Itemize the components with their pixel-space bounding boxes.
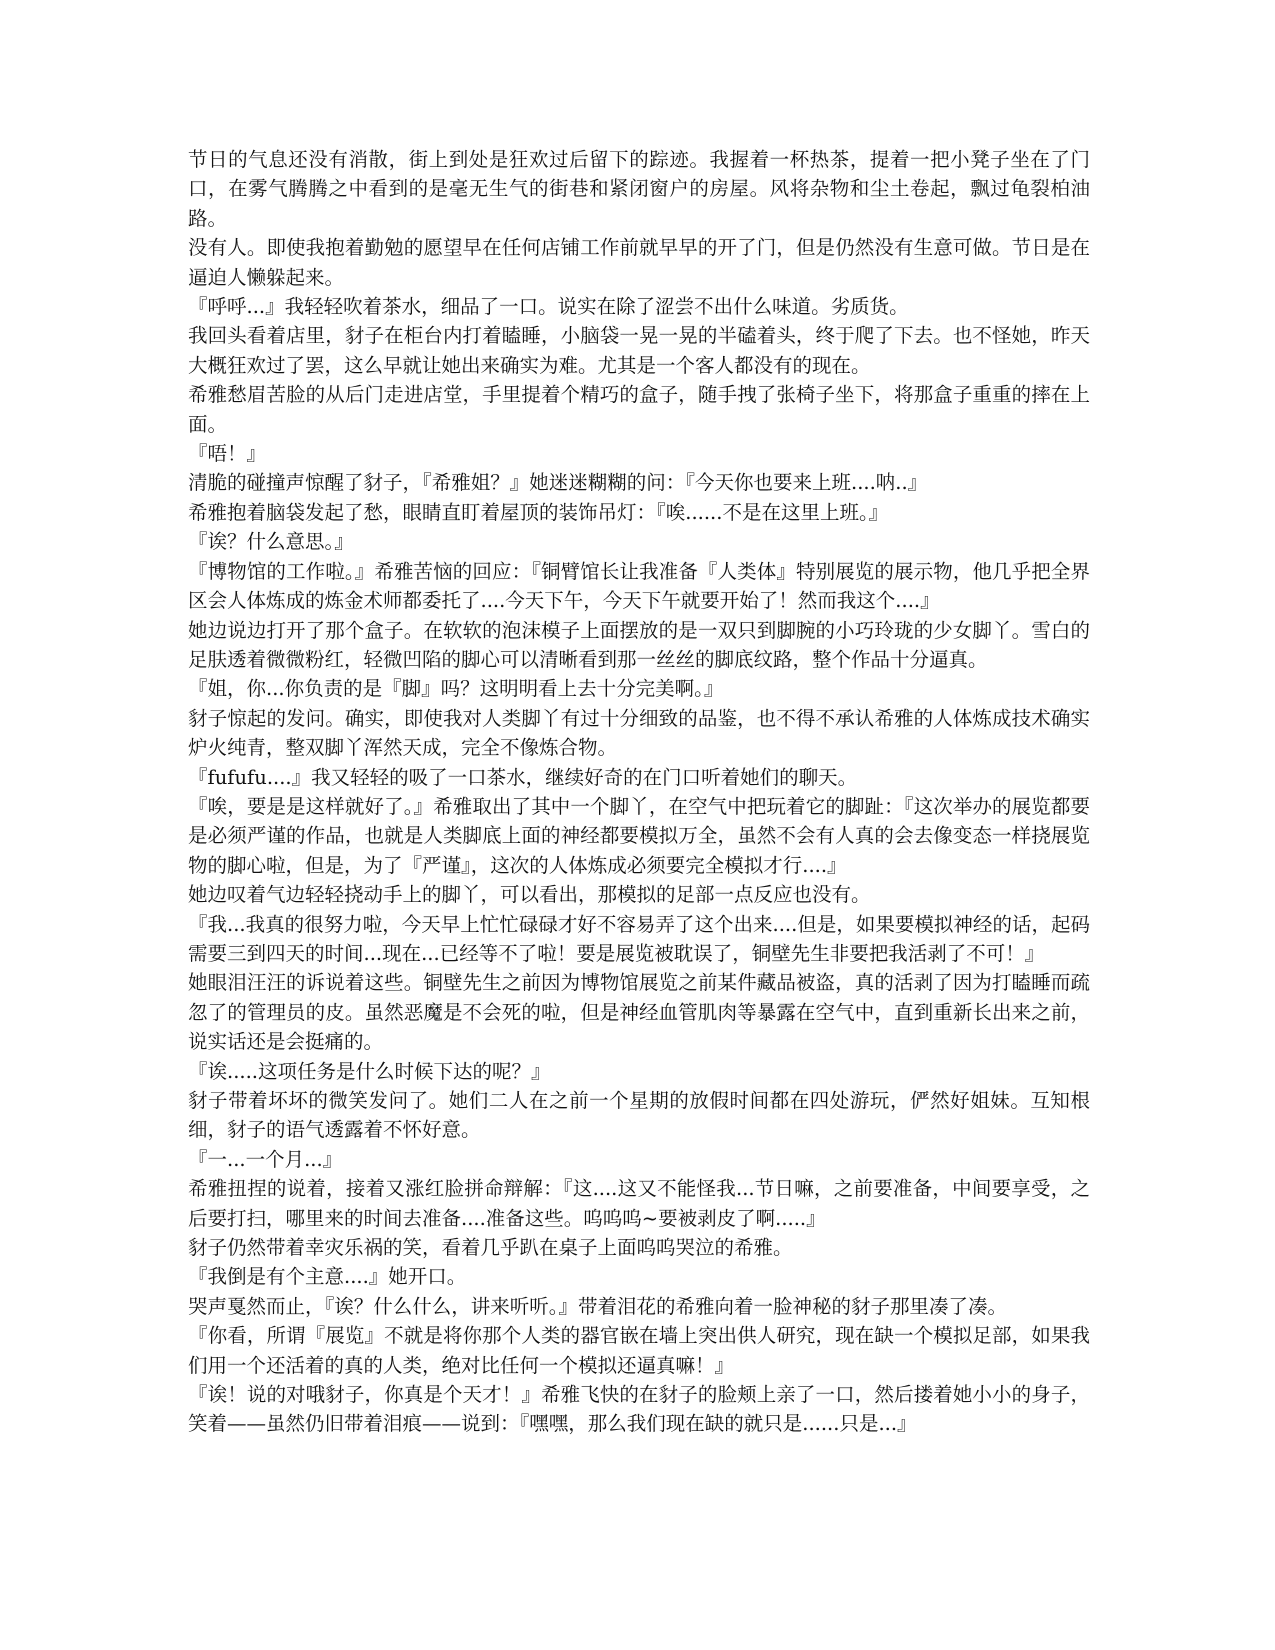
paragraph-24: 『我倒是有个主意....』她开口。: [188, 1265, 467, 1289]
paragraph-27: 『诶！说的对哦豺子，你真是个天才！』希雅飞快的在豺子的脸颊上亲了一口，然后搂着她小小的身子，笑着——虽然仍旧带着泪痕——说到：『嘿嘿，那么我们现在缺的就只是......只是...』: [188, 1383, 1090, 1436]
paragraph-8: 希雅抱着脑袋发起了愁，眼睛直盯着屋顶的装饰吊灯：『唉......不是在这里上班。』: [188, 500, 889, 524]
paragraph-25: 哭声戛然而止，『诶？什么什么，讲来听听。』带着泪花的希雅向着一脸神秘的豺子那里凑了凑。: [188, 1294, 1008, 1318]
paragraph-7: 清脆的碰撞声惊醒了豺子，『希雅姐？』她迷迷糊糊的问：『今天你也要来上班....呐..』: [188, 471, 928, 495]
paragraph-4: 我回头看着店里，豺子在柜台内打着瞌睡，小脑袋一晃一晃的半磕着头，终于爬了下去。也不怪她，昨天大概狂欢过了罢，这么早就让她出来确实为难。尤其是一个客人都没有的现在。: [188, 324, 1090, 377]
paragraph-15: 『唉，要是是这样就好了。』希雅取出了其中一个脚丫，在空气中把玩着它的脚趾：『这次举办的展览都要是必须严谨的作品，也就是人类脚底上面的神经都要模拟万全，虽然不会有人真的会去像变态一样挠展览物的脚心啦，但是，为了『严谨』，这次的人体炼成必须要完全模拟才行....』: [188, 794, 1090, 877]
paragraph-17: 『我...我真的很努力啦，今天早上忙忙碌碌才好不容易弄了这个出来....但是，如果要模拟神经的话，起码需要三到四天的时间...现在...已经等不了啦！要是展览被耽误了，铜壁先生非要把我活剥了不可！』: [188, 912, 1090, 965]
paragraph-19: 『诶.....这项任务是什么时候下达的呢？』: [188, 1059, 551, 1083]
story-text: [188, 145, 1090, 1439]
paragraph-6: 『唔！』: [188, 442, 267, 466]
paragraph-22: 希雅扭捏的说着，接着又涨红脸拼命辩解：『这....这又不能怪我...节日嘛，之前要准备，中间要享受，之后要打扫，哪里来的时间去准备....准备这些。呜呜呜~要被剥皮了啊.....』: [188, 1177, 1090, 1230]
paragraph-23: 豺子仍然带着幸灾乐祸的笑，看着几乎趴在桌子上面呜呜哭泣的希雅。: [188, 1236, 793, 1260]
paragraph-14: 『fufufu....』我又轻轻的吸了一口茶水，继续好奇的在门口听着她们的聊天。: [188, 765, 858, 789]
paragraph-3: 『呼呼...』我轻轻吹着茶水，细品了一口。说实在除了涩尝不出什么味道。劣质货。: [188, 295, 909, 319]
paragraph-2: 没有人。即使我抱着勤勉的愿望早在任何店铺工作前就早早的开了门，但是仍然没有生意可做。节日是在逼迫人懒躲起来。: [188, 236, 1090, 289]
paragraph-13: 豺子惊起的发问。确实，即使我对人类脚丫有过十分细致的品鉴，也不得不承认希雅的人体炼成技术确实炉火纯青，整双脚丫浑然天成，完全不像炼合物。: [188, 706, 1090, 760]
paragraph-20: 豺子带着坏坏的微笑发问了。她们二人在之前一个星期的放假时间都在四处游玩，俨然好姐妹。互知根细，豺子的语气透露着不怀好意。: [188, 1089, 1090, 1142]
paragraph-1: 节日的气息还没有消散，街上到处是狂欢过后留下的踪迹。我握着一杯热茶，提着一把小凳子坐在了门口，在雾气腾腾之中看到的是毫无生气的街巷和紧闭窗户的房屋。风将杂物和尘土卷起，飘过龟裂柏油路。: [188, 148, 1090, 230]
paragraph-9: 『诶？什么意思。』: [188, 530, 354, 554]
paragraph-12: 『姐，你...你负责的是『脚』吗？这明明看上去十分完美啊。』: [188, 677, 724, 701]
paragraph-21: 『一...一个月...』: [188, 1147, 343, 1171]
paragraph-11: 她边说边打开了那个盒子。在软软的泡沫模子上面摆放的是一双只到脚腕的小巧玲珑的少女脚丫。雪白的足肤透着微微粉红，轻微凹陷的脚心可以清晰看到那一丝丝的脚底纹路，整个作品十分逼真。: [188, 618, 1090, 671]
paragraph-26: 『你看，所谓『展览』不就是将你那个人类的器官嵌在墙上突出供人研究，现在缺一个模拟足部，如果我们用一个还活着的真的人类，绝对比任何一个模拟还逼真嘛！』: [188, 1324, 1090, 1377]
paragraph-10: 『博物馆的工作啦。』希雅苦恼的回应：『铜臂馆长让我准备『人类体』特别展览的展示物，他几乎把全界区会人体炼成的炼金术师都委托了....今天下午，今天下午就要开始了！然而我这个....』: [188, 559, 1090, 613]
paragraph-18: 她眼泪汪汪的诉说着这些。铜壁先生之前因为博物馆展览之前某件藏品被盗，真的活剥了因为打瞌睡而疏忽了的管理员的皮。虽然恶魔是不会死的啦，但是神经血管肌肉等暴露在空气中，直到重新长出来之前，说实话还是会挺痛的。: [188, 971, 1090, 1054]
paragraph-16: 她边叹着气边轻轻挠动手上的脚丫，可以看出，那模拟的足部一点反应也没有。: [188, 883, 871, 907]
paragraph-5: 希雅愁眉苦脸的从后门走进店堂，手里提着个精巧的盒子，随手拽了张椅子坐下，将那盒子重重的摔在上面。: [188, 383, 1090, 436]
